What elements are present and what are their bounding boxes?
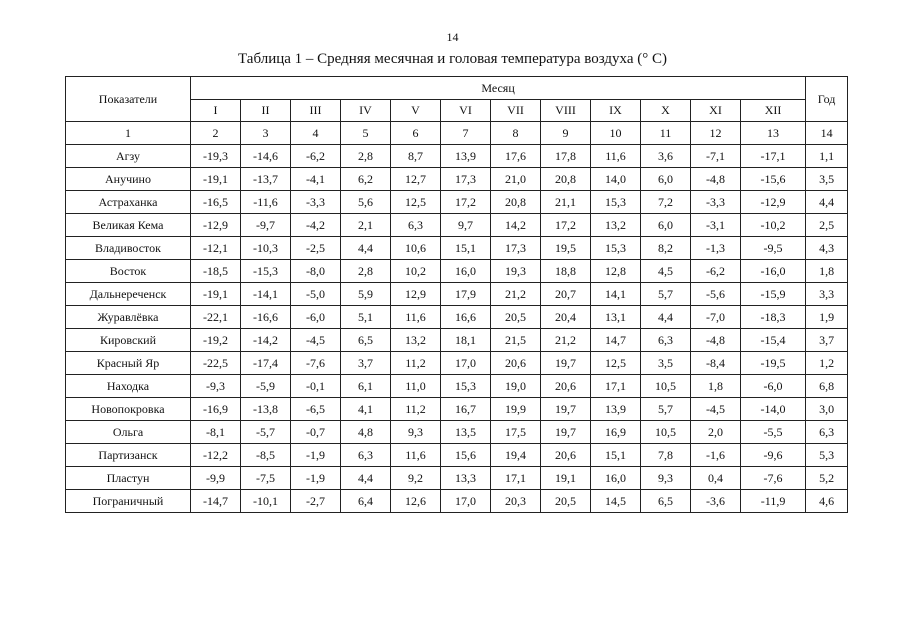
month-header-cell: X: [641, 100, 691, 122]
annual-value-cell: 4,4: [806, 191, 848, 214]
monthly-value-cell: -15,4: [741, 329, 806, 352]
monthly-value-cell: 6,3: [341, 444, 391, 467]
year-header: Год: [806, 77, 848, 122]
monthly-value-cell: -19,1: [191, 168, 241, 191]
monthly-value-cell: -4,8: [691, 168, 741, 191]
monthly-value-cell: 9,2: [391, 467, 441, 490]
station-name-cell: Новопокровка: [66, 398, 191, 421]
monthly-value-cell: -9,7: [241, 214, 291, 237]
monthly-value-cell: 9,3: [641, 467, 691, 490]
table-body: [66, 145, 848, 513]
monthly-value-cell: 20,5: [541, 490, 591, 513]
table-row: [66, 444, 848, 467]
monthly-value-cell: -10,3: [241, 237, 291, 260]
annual-value-cell: 4,3: [806, 237, 848, 260]
annual-value-cell: 3,3: [806, 283, 848, 306]
monthly-value-cell: 16,9: [591, 421, 641, 444]
monthly-value-cell: 20,4: [541, 306, 591, 329]
monthly-value-cell: -19,5: [741, 352, 806, 375]
monthly-value-cell: 19,0: [491, 375, 541, 398]
table-row: [66, 168, 848, 191]
monthly-value-cell: 15,3: [591, 191, 641, 214]
monthly-value-cell: 20,5: [491, 306, 541, 329]
monthly-value-cell: -2,5: [291, 237, 341, 260]
monthly-value-cell: 13,2: [391, 329, 441, 352]
monthly-value-cell: -5,9: [241, 375, 291, 398]
station-name-cell: Агзу: [66, 145, 191, 168]
temperature-table: [65, 76, 848, 513]
monthly-value-cell: -3,1: [691, 214, 741, 237]
monthly-value-cell: 17,2: [441, 191, 491, 214]
monthly-value-cell: -4,2: [291, 214, 341, 237]
monthly-value-cell: -4,5: [291, 329, 341, 352]
monthly-value-cell: 11,6: [391, 444, 441, 467]
monthly-value-cell: -15,9: [741, 283, 806, 306]
monthly-value-cell: 6,0: [641, 214, 691, 237]
table-row: [66, 467, 848, 490]
table-row: [66, 260, 848, 283]
monthly-value-cell: 6,0: [641, 168, 691, 191]
monthly-value-cell: 12,8: [591, 260, 641, 283]
monthly-value-cell: -6,5: [291, 398, 341, 421]
monthly-value-cell: 4,8: [341, 421, 391, 444]
monthly-value-cell: -6,2: [691, 260, 741, 283]
monthly-value-cell: 13,9: [441, 145, 491, 168]
monthly-value-cell: -1,9: [291, 467, 341, 490]
station-name-cell: Восток: [66, 260, 191, 283]
monthly-value-cell: 13,2: [591, 214, 641, 237]
monthly-value-cell: 3,6: [641, 145, 691, 168]
monthly-value-cell: 19,7: [541, 421, 591, 444]
monthly-value-cell: 17,6: [491, 145, 541, 168]
table-row: [66, 421, 848, 444]
monthly-value-cell: -16,5: [191, 191, 241, 214]
monthly-value-cell: 2,0: [691, 421, 741, 444]
monthly-value-cell: -19,1: [191, 283, 241, 306]
monthly-value-cell: 9,7: [441, 214, 491, 237]
monthly-value-cell: -7,6: [741, 467, 806, 490]
monthly-value-cell: 17,0: [441, 490, 491, 513]
monthly-value-cell: 12,5: [391, 191, 441, 214]
monthly-value-cell: 12,7: [391, 168, 441, 191]
month-header-cell: IV: [341, 100, 391, 122]
monthly-value-cell: 5,7: [641, 283, 691, 306]
monthly-value-cell: 6,5: [641, 490, 691, 513]
column-number-cell: 1: [66, 122, 191, 145]
table-row: [66, 283, 848, 306]
monthly-value-cell: -10,1: [241, 490, 291, 513]
table-row: [66, 191, 848, 214]
monthly-value-cell: 17,8: [541, 145, 591, 168]
annual-value-cell: 3,7: [806, 329, 848, 352]
monthly-value-cell: 13,3: [441, 467, 491, 490]
annual-value-cell: 4,6: [806, 490, 848, 513]
monthly-value-cell: 16,7: [441, 398, 491, 421]
monthly-value-cell: -3,3: [691, 191, 741, 214]
station-name-cell: Журавлёвка: [66, 306, 191, 329]
monthly-value-cell: -6,0: [291, 306, 341, 329]
monthly-value-cell: 15,3: [591, 237, 641, 260]
monthly-value-cell: 19,4: [491, 444, 541, 467]
monthly-value-cell: -4,1: [291, 168, 341, 191]
monthly-value-cell: -8,4: [691, 352, 741, 375]
monthly-value-cell: 14,1: [591, 283, 641, 306]
monthly-value-cell: 6,2: [341, 168, 391, 191]
monthly-value-cell: 3,5: [641, 352, 691, 375]
monthly-value-cell: 10,6: [391, 237, 441, 260]
monthly-value-cell: -5,5: [741, 421, 806, 444]
monthly-value-cell: -18,3: [741, 306, 806, 329]
column-number-cell: 10: [591, 122, 641, 145]
column-number-cell: 2: [191, 122, 241, 145]
month-header-cell: VIII: [541, 100, 591, 122]
monthly-value-cell: 15,6: [441, 444, 491, 467]
monthly-value-cell: -3,3: [291, 191, 341, 214]
station-name-cell: Дальнереченск: [66, 283, 191, 306]
station-name-cell: Астраханка: [66, 191, 191, 214]
column-number-cell: 9: [541, 122, 591, 145]
indicators-header: Показатели: [66, 77, 191, 122]
monthly-value-cell: -13,8: [241, 398, 291, 421]
monthly-value-cell: -14,2: [241, 329, 291, 352]
monthly-value-cell: -7,0: [691, 306, 741, 329]
monthly-value-cell: 20,7: [541, 283, 591, 306]
column-number-cell: 11: [641, 122, 691, 145]
annual-value-cell: 2,5: [806, 214, 848, 237]
monthly-value-cell: -16,9: [191, 398, 241, 421]
station-name-cell: Анучино: [66, 168, 191, 191]
monthly-value-cell: -16,6: [241, 306, 291, 329]
monthly-value-cell: 5,9: [341, 283, 391, 306]
month-header-cell: VII: [491, 100, 541, 122]
monthly-value-cell: -19,3: [191, 145, 241, 168]
monthly-value-cell: -15,6: [741, 168, 806, 191]
monthly-value-cell: -8,5: [241, 444, 291, 467]
monthly-value-cell: -10,2: [741, 214, 806, 237]
monthly-value-cell: -19,2: [191, 329, 241, 352]
monthly-value-cell: 13,1: [591, 306, 641, 329]
monthly-value-cell: -5,6: [691, 283, 741, 306]
monthly-value-cell: 8,2: [641, 237, 691, 260]
column-numbers-row: [66, 122, 848, 145]
station-name-cell: Красный Яр: [66, 352, 191, 375]
monthly-value-cell: 20,6: [541, 375, 591, 398]
table-caption: Таблица 1 – Средняя месячная и головая температура воздуха (° С): [238, 51, 667, 67]
monthly-value-cell: 11,6: [591, 145, 641, 168]
annual-value-cell: 1,1: [806, 145, 848, 168]
monthly-value-cell: -7,6: [291, 352, 341, 375]
table-row: [66, 352, 848, 375]
monthly-value-cell: -18,5: [191, 260, 241, 283]
monthly-value-cell: 19,7: [541, 398, 591, 421]
monthly-value-cell: -6,2: [291, 145, 341, 168]
monthly-value-cell: -14,6: [241, 145, 291, 168]
monthly-value-cell: 20,8: [541, 168, 591, 191]
monthly-value-cell: 20,3: [491, 490, 541, 513]
monthly-value-cell: 12,6: [391, 490, 441, 513]
monthly-value-cell: 9,3: [391, 421, 441, 444]
monthly-value-cell: 12,9: [391, 283, 441, 306]
annual-value-cell: 3,5: [806, 168, 848, 191]
month-header-cell: I: [191, 100, 241, 122]
monthly-value-cell: -4,5: [691, 398, 741, 421]
annual-value-cell: 1,2: [806, 352, 848, 375]
monthly-value-cell: -7,1: [691, 145, 741, 168]
monthly-value-cell: -17,1: [741, 145, 806, 168]
monthly-value-cell: 6,4: [341, 490, 391, 513]
monthly-value-cell: -12,9: [191, 214, 241, 237]
monthly-value-cell: -17,4: [241, 352, 291, 375]
monthly-value-cell: -0,1: [291, 375, 341, 398]
monthly-value-cell: 4,4: [341, 237, 391, 260]
monthly-value-cell: 14,2: [491, 214, 541, 237]
monthly-value-cell: 17,2: [541, 214, 591, 237]
column-number-cell: 13: [741, 122, 806, 145]
monthly-value-cell: -14,1: [241, 283, 291, 306]
monthly-value-cell: -1,3: [691, 237, 741, 260]
monthly-value-cell: 10,5: [641, 375, 691, 398]
monthly-value-cell: 21,2: [541, 329, 591, 352]
annual-value-cell: 5,2: [806, 467, 848, 490]
monthly-value-cell: -11,9: [741, 490, 806, 513]
monthly-value-cell: 11,0: [391, 375, 441, 398]
monthly-value-cell: -14,0: [741, 398, 806, 421]
monthly-value-cell: 17,1: [591, 375, 641, 398]
monthly-value-cell: 19,3: [491, 260, 541, 283]
monthly-value-cell: -12,9: [741, 191, 806, 214]
monthly-value-cell: -2,7: [291, 490, 341, 513]
monthly-value-cell: 14,5: [591, 490, 641, 513]
monthly-value-cell: 10,5: [641, 421, 691, 444]
monthly-value-cell: 17,3: [491, 237, 541, 260]
monthly-value-cell: -9,5: [741, 237, 806, 260]
monthly-value-cell: 5,1: [341, 306, 391, 329]
annual-value-cell: 5,3: [806, 444, 848, 467]
monthly-value-cell: -13,7: [241, 168, 291, 191]
monthly-value-cell: 15,1: [441, 237, 491, 260]
annual-value-cell: 1,9: [806, 306, 848, 329]
monthly-value-cell: 21,2: [491, 283, 541, 306]
month-header-cell: IX: [591, 100, 641, 122]
month-header-cell: XII: [741, 100, 806, 122]
monthly-value-cell: -1,6: [691, 444, 741, 467]
monthly-value-cell: 13,9: [591, 398, 641, 421]
monthly-value-cell: 6,1: [341, 375, 391, 398]
monthly-value-cell: 18,1: [441, 329, 491, 352]
monthly-value-cell: 20,6: [491, 352, 541, 375]
monthly-value-cell: 2,8: [341, 260, 391, 283]
station-name-cell: Владивосток: [66, 237, 191, 260]
monthly-value-cell: 21,1: [541, 191, 591, 214]
monthly-value-cell: 4,5: [641, 260, 691, 283]
month-header-cell: V: [391, 100, 441, 122]
monthly-value-cell: 14,0: [591, 168, 641, 191]
table-row: [66, 145, 848, 168]
column-number-cell: 14: [806, 122, 848, 145]
monthly-value-cell: -14,7: [191, 490, 241, 513]
table-row: [66, 329, 848, 352]
monthly-value-cell: 2,1: [341, 214, 391, 237]
table-row: [66, 237, 848, 260]
monthly-value-cell: 11,2: [391, 352, 441, 375]
monthly-value-cell: 20,8: [491, 191, 541, 214]
monthly-value-cell: 15,1: [591, 444, 641, 467]
monthly-value-cell: -11,6: [241, 191, 291, 214]
monthly-value-cell: 14,7: [591, 329, 641, 352]
table-row: [66, 375, 848, 398]
monthly-value-cell: 7,8: [641, 444, 691, 467]
monthly-value-cell: -5,7: [241, 421, 291, 444]
station-name-cell: Находка: [66, 375, 191, 398]
monthly-value-cell: -0,7: [291, 421, 341, 444]
monthly-value-cell: 17,9: [441, 283, 491, 306]
monthly-value-cell: 2,8: [341, 145, 391, 168]
month-header-cell: II: [241, 100, 291, 122]
monthly-value-cell: 4,4: [641, 306, 691, 329]
monthly-value-cell: -8,1: [191, 421, 241, 444]
annual-value-cell: 3,0: [806, 398, 848, 421]
monthly-value-cell: -5,0: [291, 283, 341, 306]
annual-value-cell: 6,8: [806, 375, 848, 398]
monthly-value-cell: -3,6: [691, 490, 741, 513]
station-name-cell: Ольга: [66, 421, 191, 444]
monthly-value-cell: -8,0: [291, 260, 341, 283]
monthly-value-cell: 15,3: [441, 375, 491, 398]
column-number-cell: 12: [691, 122, 741, 145]
monthly-value-cell: -12,1: [191, 237, 241, 260]
monthly-value-cell: -1,9: [291, 444, 341, 467]
column-number-cell: 7: [441, 122, 491, 145]
monthly-value-cell: -22,5: [191, 352, 241, 375]
monthly-value-cell: 1,8: [691, 375, 741, 398]
monthly-value-cell: -15,3: [241, 260, 291, 283]
monthly-value-cell: 13,5: [441, 421, 491, 444]
station-name-cell: Великая Кема: [66, 214, 191, 237]
column-number-cell: 4: [291, 122, 341, 145]
monthly-value-cell: 7,2: [641, 191, 691, 214]
monthly-value-cell: 17,0: [441, 352, 491, 375]
monthly-value-cell: 4,1: [341, 398, 391, 421]
month-header-cell: XI: [691, 100, 741, 122]
monthly-value-cell: -12,2: [191, 444, 241, 467]
monthly-value-cell: -9,6: [741, 444, 806, 467]
monthly-value-cell: -6,0: [741, 375, 806, 398]
monthly-value-cell: 11,2: [391, 398, 441, 421]
station-name-cell: Кировский: [66, 329, 191, 352]
monthly-value-cell: 4,4: [341, 467, 391, 490]
station-name-cell: Пограничный: [66, 490, 191, 513]
monthly-value-cell: 3,7: [341, 352, 391, 375]
monthly-value-cell: -9,3: [191, 375, 241, 398]
monthly-value-cell: 5,7: [641, 398, 691, 421]
monthly-value-cell: 16,6: [441, 306, 491, 329]
monthly-value-cell: 17,3: [441, 168, 491, 191]
monthly-value-cell: 21,0: [491, 168, 541, 191]
monthly-value-cell: 8,7: [391, 145, 441, 168]
station-name-cell: Партизанск: [66, 444, 191, 467]
table-row: [66, 490, 848, 513]
month-header: Месяц: [191, 77, 806, 100]
monthly-value-cell: 20,6: [541, 444, 591, 467]
monthly-value-cell: 11,6: [391, 306, 441, 329]
column-number-cell: 5: [341, 122, 391, 145]
monthly-value-cell: 16,0: [591, 467, 641, 490]
station-name-cell: Пластун: [66, 467, 191, 490]
monthly-value-cell: 0,4: [691, 467, 741, 490]
table-row: [66, 214, 848, 237]
monthly-value-cell: 16,0: [441, 260, 491, 283]
monthly-value-cell: 5,6: [341, 191, 391, 214]
monthly-value-cell: 6,3: [641, 329, 691, 352]
monthly-value-cell: 17,1: [491, 467, 541, 490]
column-number-cell: 6: [391, 122, 441, 145]
monthly-value-cell: -16,0: [741, 260, 806, 283]
monthly-value-cell: 17,5: [491, 421, 541, 444]
month-header-cell: III: [291, 100, 341, 122]
monthly-value-cell: -9,9: [191, 467, 241, 490]
month-header-cell: VI: [441, 100, 491, 122]
monthly-value-cell: 21,5: [491, 329, 541, 352]
monthly-value-cell: 12,5: [591, 352, 641, 375]
annual-value-cell: 6,3: [806, 421, 848, 444]
table-row: [66, 398, 848, 421]
monthly-value-cell: 19,1: [541, 467, 591, 490]
monthly-value-cell: -7,5: [241, 467, 291, 490]
monthly-value-cell: 19,9: [491, 398, 541, 421]
page-number: 14: [446, 30, 459, 44]
monthly-value-cell: 6,5: [341, 329, 391, 352]
monthly-value-cell: 19,5: [541, 237, 591, 260]
annual-value-cell: 1,8: [806, 260, 848, 283]
monthly-value-cell: 6,3: [391, 214, 441, 237]
table-row: [66, 306, 848, 329]
monthly-value-cell: -4,8: [691, 329, 741, 352]
monthly-value-cell: -22,1: [191, 306, 241, 329]
column-number-cell: 3: [241, 122, 291, 145]
column-number-cell: 8: [491, 122, 541, 145]
monthly-value-cell: 19,7: [541, 352, 591, 375]
monthly-value-cell: 18,8: [541, 260, 591, 283]
monthly-value-cell: 10,2: [391, 260, 441, 283]
